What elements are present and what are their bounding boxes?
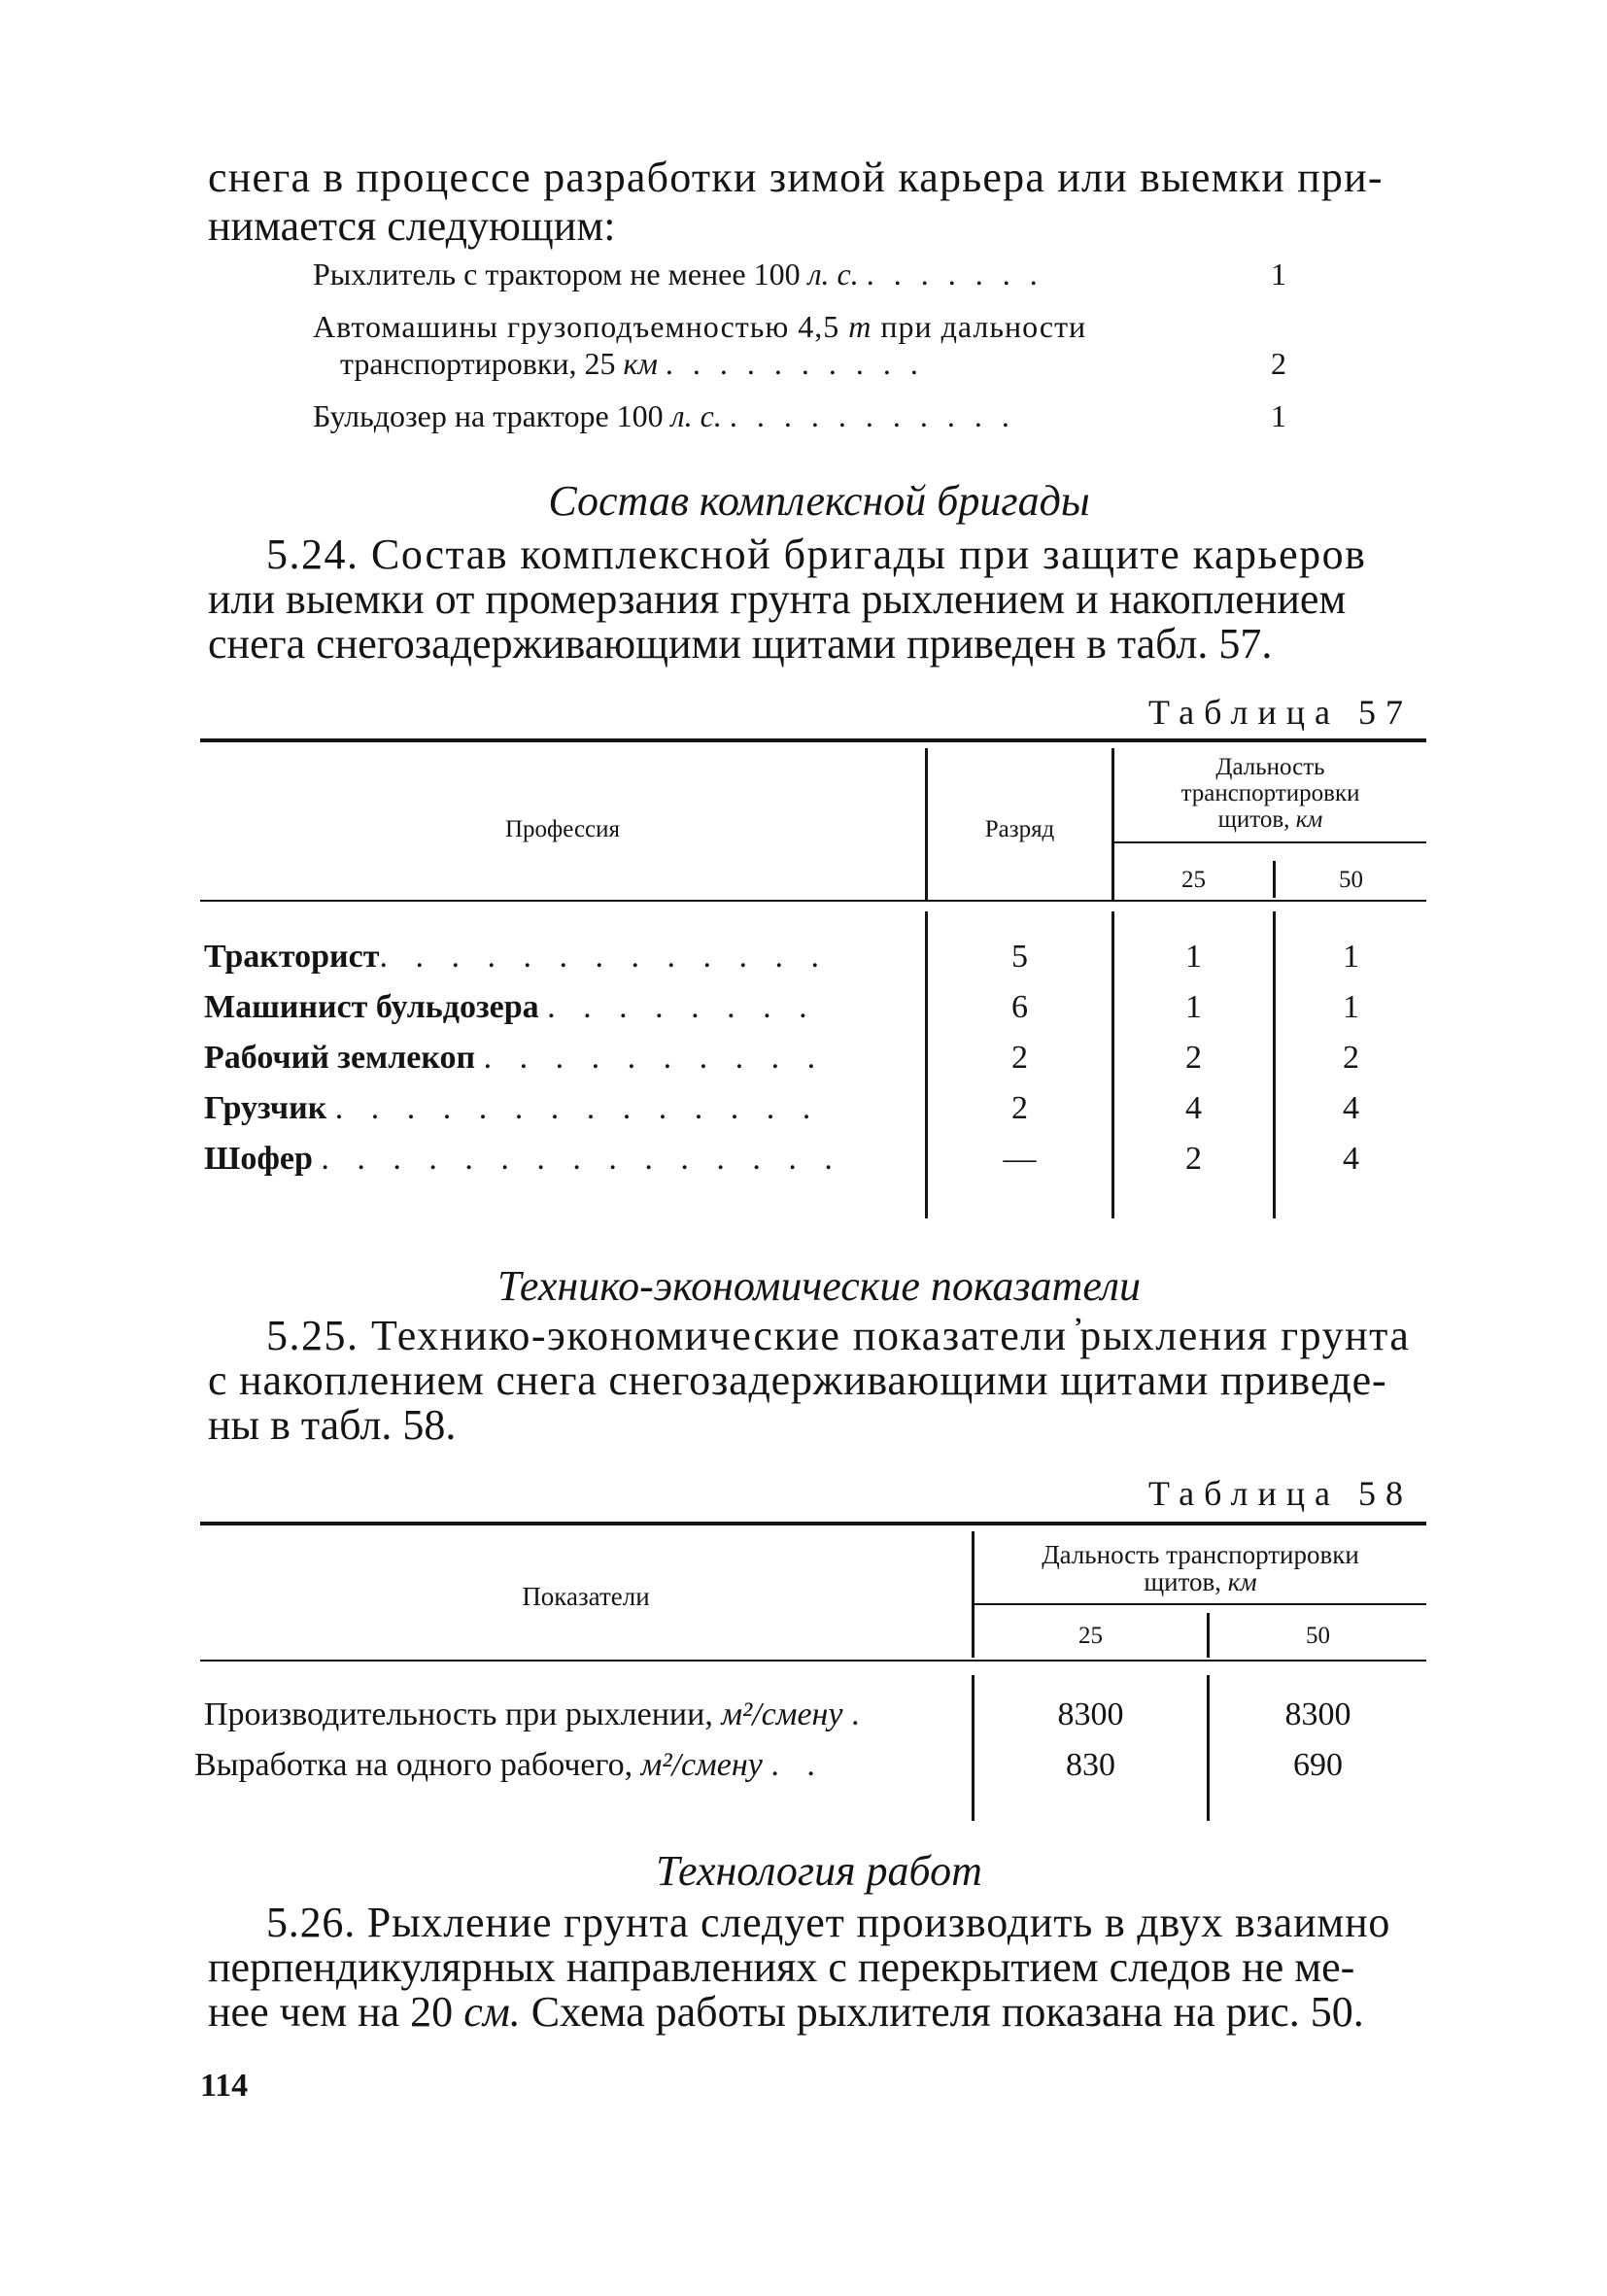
table-cell-grade: 2 [1011, 1090, 1028, 1126]
table-top-rule [200, 738, 1426, 742]
table-cell-50: 1 [1343, 989, 1359, 1025]
table-header-rule [200, 1660, 1426, 1662]
table-cell-50: 2 [1343, 1040, 1359, 1076]
table-header-profession: Профессия [504, 816, 621, 842]
table-cell-name: Рабочий землекоп . . . . . . . . . . [204, 1040, 826, 1076]
paragraph-5-25 [208, 1314, 1430, 1448]
table-cell-50: 4 [1343, 1141, 1359, 1177]
paragraph-5-26 [208, 1901, 1430, 2035]
table-caption: Таблица 57 [1148, 693, 1413, 732]
table-cell-grade: — [1003, 1141, 1037, 1177]
paragraph-5-24 [208, 532, 1430, 667]
table-cell-name: Грузчик . . . . . . . . . . . . . . [204, 1090, 821, 1126]
text-line: 5.24. Состав комплексной бригады при защите карьеров [266, 531, 1367, 578]
equipment-item: Рыхлитель с трактором не менее 100 л. с. . . . . . . . [313, 257, 1043, 291]
text-line: или выемки от промерзания грунта рыхлением и накоплением [208, 575, 1347, 623]
intro-paragraph [208, 154, 1430, 251]
equipment-count: 1 [1271, 398, 1286, 433]
text-line: с накоплением снега снегозадерживающими щитами приведе- [208, 1356, 1387, 1404]
table-cell-name: Машинист бульдозера . . . . . . . . [204, 989, 817, 1025]
equipment-item-continuation: транспортировки, 25 км . . . . . . . . . . [340, 346, 924, 381]
text-line: снега в процессе разработки зимой карьера или выемки при- [208, 154, 1384, 201]
table-cell-50: 4 [1343, 1090, 1359, 1126]
table-header-rule [200, 900, 1426, 902]
text-line: нее чем на 20 см. Схема работы рыхлителя показана на рис. 50. [208, 1988, 1364, 2036]
table-cell-25: 1 [1185, 939, 1202, 975]
table-hrule [1113, 841, 1426, 843]
table-cell-25: 8300 [1057, 1696, 1124, 1732]
table-cell-grade: 5 [1011, 939, 1028, 975]
table-header-col-50: 50 [1339, 867, 1363, 893]
equipment-item: Бульдозер на тракторе 100 л. с. . . . . . . . . . . . [313, 398, 1015, 433]
table-cell-grade: 2 [1011, 1040, 1028, 1076]
table-cell-25: 1 [1185, 989, 1202, 1025]
table-top-rule [200, 1522, 1426, 1525]
text-line: ны в табл. 58. [208, 1401, 457, 1449]
table-cell-name: Производительность при рыхлении, м²/смену . [204, 1696, 860, 1732]
text-line: нимается следующим: [208, 202, 616, 250]
equipment-count: 2 [1271, 346, 1286, 381]
equipment-item: Автомашины грузоподъемностью 4,5 т при дальности [313, 309, 1087, 344]
text-line: снега снегозадерживающими щитами приведен в табл. 57. [208, 620, 1273, 668]
section-heading: Технология работ [656, 1847, 982, 1895]
table-cell-name: Выработка на одного рабочего, м²/смену . . [194, 1747, 825, 1783]
table-cell-25: 2 [1185, 1040, 1202, 1076]
table-header-indicators: Показатели [522, 1582, 650, 1611]
equipment-count: 1 [1271, 257, 1286, 291]
table-cell-25: 2 [1185, 1141, 1202, 1177]
table-cell-25: 4 [1185, 1090, 1202, 1126]
table-cell-50: 1 [1343, 939, 1359, 975]
table-hrule [974, 1603, 1426, 1605]
section-heading: Состав комплексной бригады [548, 477, 1090, 525]
table-header-col-25: 25 [1181, 867, 1206, 893]
table-header-grade: Разряд [984, 816, 1055, 842]
table-cell-grade: 6 [1011, 989, 1028, 1025]
text-line: 5.26. Рыхление грунта следует производить в двух взаимно [266, 1899, 1391, 1946]
table-header-distance: Дальность транспортировки щитов, км [1180, 754, 1360, 833]
section-heading: Технико-экономические показатели [497, 1262, 1141, 1310]
table-cell-50: 690 [1293, 1747, 1343, 1783]
table-header-col-50: 50 [1306, 1623, 1330, 1649]
table-header-distance: Дальность транспортировки щитов, км [1042, 1540, 1359, 1596]
text-line: перпендикулярных направлениях с перекрытием следов не ме- [208, 1943, 1355, 1991]
table-cell-25: 830 [1066, 1747, 1115, 1783]
table-cell-name: Тракторист. . . . . . . . . . . . . [204, 939, 829, 975]
table-caption: Таблица 58 [1148, 1474, 1413, 1513]
text-line: 5.25. Технико-экономические показатели ̓рыхления грунта [266, 1312, 1411, 1359]
page-number: 114 [200, 2068, 249, 2104]
table-cell-50: 8300 [1284, 1696, 1351, 1732]
table-cell-name: Шофер . . . . . . . . . . . . . . . [204, 1141, 842, 1177]
table-header-col-25: 25 [1078, 1623, 1103, 1649]
